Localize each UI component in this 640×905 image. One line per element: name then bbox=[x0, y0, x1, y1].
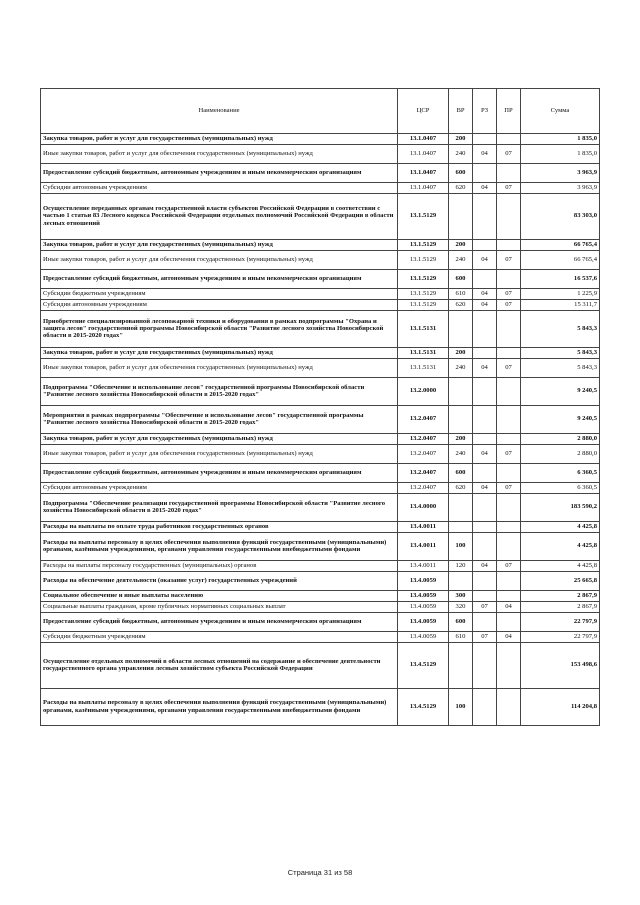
cell-sum: 9 240,5 bbox=[521, 377, 600, 405]
cell-name: Подпрограмма "Обеспечение и использование лесов" государственной программы Новосибирской области "Развитие лесного хозяйства Новосибирской области в 2015-2020 годах" bbox=[41, 377, 398, 405]
cell-sum: 1 835,0 bbox=[521, 133, 600, 144]
table-row bbox=[41, 532, 600, 560]
table-row bbox=[41, 560, 600, 571]
cell-pr bbox=[497, 193, 521, 239]
cell-pr: 07 bbox=[497, 444, 521, 463]
cell-vr: 620 bbox=[449, 482, 473, 493]
cell-pr bbox=[497, 463, 521, 482]
cell-vr: 240 bbox=[449, 444, 473, 463]
cell-rz bbox=[473, 571, 497, 590]
table-row bbox=[41, 133, 600, 144]
cell-csr: 13.1.5131 bbox=[398, 358, 449, 377]
cell-name: Расходы на обеспечение деятельности (оказание услуг) государственных учреждений bbox=[41, 571, 398, 590]
cell-sum: 66 765,4 bbox=[521, 239, 600, 250]
cell-sum: 15 311,7 bbox=[521, 299, 600, 310]
cell-pr: 07 bbox=[497, 560, 521, 571]
cell-name: Социальные выплаты гражданам, кроме публичных нормативных социальных выплат bbox=[41, 601, 398, 612]
cell-name: Расходы на выплаты персоналу в целях обеспечения выполнения функций государственными (муниципальными) органами, казёнными учреждениями, органами управления государственными внебюджетными фондами bbox=[41, 532, 398, 560]
cell-sum: 4 425,8 bbox=[521, 521, 600, 532]
table-row bbox=[41, 193, 600, 239]
header-pr: ПР bbox=[497, 89, 521, 134]
cell-sum: 2 867,9 bbox=[521, 590, 600, 601]
header-name: Наименование bbox=[41, 89, 398, 134]
cell-pr bbox=[497, 347, 521, 358]
cell-rz bbox=[473, 133, 497, 144]
cell-vr bbox=[449, 405, 473, 433]
cell-pr: 04 bbox=[497, 601, 521, 612]
table-row bbox=[41, 269, 600, 288]
page-number: Страница 31 из 58 bbox=[287, 868, 353, 877]
cell-vr: 240 bbox=[449, 358, 473, 377]
cell-pr: 07 bbox=[497, 482, 521, 493]
cell-sum: 1 835,0 bbox=[521, 144, 600, 163]
cell-sum: 22 797,9 bbox=[521, 612, 600, 631]
cell-rz bbox=[473, 463, 497, 482]
table-row bbox=[41, 163, 600, 182]
cell-vr: 240 bbox=[449, 250, 473, 269]
table-row bbox=[41, 612, 600, 631]
cell-vr bbox=[449, 310, 473, 347]
cell-pr bbox=[497, 688, 521, 725]
cell-rz: 04 bbox=[473, 358, 497, 377]
cell-name: Субсидии бюджетным учреждениям bbox=[41, 631, 398, 642]
cell-vr: 300 bbox=[449, 590, 473, 601]
cell-name: Иные закупки товаров, работ и услуг для обеспечения государственных (муниципальных) нужд bbox=[41, 144, 398, 163]
table-body bbox=[41, 133, 600, 725]
cell-csr: 13.4.5129 bbox=[398, 642, 449, 688]
table-row bbox=[41, 688, 600, 725]
cell-rz bbox=[473, 688, 497, 725]
cell-csr: 13.2.0407 bbox=[398, 463, 449, 482]
cell-rz: 04 bbox=[473, 560, 497, 571]
cell-csr: 13.1.5129 bbox=[398, 250, 449, 269]
table-row bbox=[41, 601, 600, 612]
cell-csr: 13.4.0011 bbox=[398, 560, 449, 571]
header-vr: ВР bbox=[449, 89, 473, 134]
cell-sum: 2 867,9 bbox=[521, 601, 600, 612]
cell-vr bbox=[449, 521, 473, 532]
table-row bbox=[41, 405, 600, 433]
cell-vr bbox=[449, 642, 473, 688]
cell-vr: 620 bbox=[449, 182, 473, 193]
cell-vr: 600 bbox=[449, 163, 473, 182]
cell-name: Предоставление субсидий бюджетным, автономным учреждениям и иным некоммерческим организациям bbox=[41, 163, 398, 182]
cell-csr: 13.1.0407 bbox=[398, 144, 449, 163]
cell-rz: 04 bbox=[473, 482, 497, 493]
cell-name: Закупка товаров, работ и услуг для государственных (муниципальных) нужд bbox=[41, 347, 398, 358]
cell-rz: 07 bbox=[473, 601, 497, 612]
cell-vr: 320 bbox=[449, 601, 473, 612]
cell-sum: 6 360,5 bbox=[521, 482, 600, 493]
cell-pr bbox=[497, 612, 521, 631]
cell-csr: 13.1.5129 bbox=[398, 239, 449, 250]
cell-csr: 13.1.5129 bbox=[398, 288, 449, 299]
cell-vr: 100 bbox=[449, 688, 473, 725]
cell-pr bbox=[497, 163, 521, 182]
table-row bbox=[41, 493, 600, 521]
cell-sum: 3 963,9 bbox=[521, 163, 600, 182]
header-csr: ЦСР bbox=[398, 89, 449, 134]
cell-csr: 13.4.0059 bbox=[398, 590, 449, 601]
cell-pr: 07 bbox=[497, 250, 521, 269]
header-rz: РЗ bbox=[473, 89, 497, 134]
cell-sum: 2 880,0 bbox=[521, 444, 600, 463]
cell-pr bbox=[497, 493, 521, 521]
cell-csr: 13.2.0000 bbox=[398, 377, 449, 405]
cell-sum: 6 360,5 bbox=[521, 463, 600, 482]
cell-vr: 200 bbox=[449, 347, 473, 358]
table-row bbox=[41, 482, 600, 493]
cell-name: Субсидии бюджетным учреждениям bbox=[41, 288, 398, 299]
cell-name: Предоставление субсидий бюджетным, автономным учреждениям и иным некоммерческим организациям bbox=[41, 269, 398, 288]
table-row bbox=[41, 377, 600, 405]
cell-pr: 07 bbox=[497, 144, 521, 163]
cell-rz bbox=[473, 642, 497, 688]
cell-vr: 120 bbox=[449, 560, 473, 571]
cell-csr: 13.4.0011 bbox=[398, 521, 449, 532]
cell-rz: 04 bbox=[473, 182, 497, 193]
cell-sum: 9 240,5 bbox=[521, 405, 600, 433]
cell-csr: 13.4.5129 bbox=[398, 688, 449, 725]
table-row bbox=[41, 642, 600, 688]
header-sum: Сумма bbox=[521, 89, 600, 134]
cell-rz bbox=[473, 493, 497, 521]
cell-rz bbox=[473, 532, 497, 560]
cell-name: Расходы на выплаты персоналу государственных (муниципальных) органов bbox=[41, 560, 398, 571]
cell-csr: 13.2.0407 bbox=[398, 405, 449, 433]
cell-csr: 13.4.0059 bbox=[398, 571, 449, 590]
table-row bbox=[41, 347, 600, 358]
cell-csr: 13.1.0407 bbox=[398, 182, 449, 193]
cell-vr bbox=[449, 493, 473, 521]
cell-rz bbox=[473, 310, 497, 347]
cell-sum: 22 797,9 bbox=[521, 631, 600, 642]
table-row bbox=[41, 444, 600, 463]
cell-vr bbox=[449, 193, 473, 239]
cell-rz: 04 bbox=[473, 444, 497, 463]
cell-vr: 610 bbox=[449, 631, 473, 642]
cell-pr bbox=[497, 571, 521, 590]
cell-pr bbox=[497, 269, 521, 288]
cell-csr: 13.1.0407 bbox=[398, 133, 449, 144]
table-row bbox=[41, 463, 600, 482]
cell-rz bbox=[473, 377, 497, 405]
cell-vr: 100 bbox=[449, 532, 473, 560]
cell-csr: 13.2.0407 bbox=[398, 433, 449, 444]
table-row bbox=[41, 144, 600, 163]
cell-pr bbox=[497, 377, 521, 405]
cell-name: Приобретение специализированной лесопожарной техники и оборудования в рамках подпрограммы "Охрана и защита лесов" государственной программы Новосибирской области "Развитие лесного хозяйства Новосибирской области в 2015-2020 годах" bbox=[41, 310, 398, 347]
cell-vr: 200 bbox=[449, 433, 473, 444]
cell-name: Мероприятия в рамках подпрограммы "Обеспечение и использование лесов" государственной программы "Развитие лесного хозяйства Новосибирской области в 2015-2020 годах" bbox=[41, 405, 398, 433]
cell-pr bbox=[497, 310, 521, 347]
cell-csr: 13.1.0407 bbox=[398, 163, 449, 182]
cell-sum: 153 498,6 bbox=[521, 642, 600, 688]
cell-rz bbox=[473, 347, 497, 358]
cell-csr: 13.2.0407 bbox=[398, 444, 449, 463]
cell-csr: 13.4.0059 bbox=[398, 612, 449, 631]
cell-vr: 600 bbox=[449, 269, 473, 288]
cell-csr: 13.4.0059 bbox=[398, 631, 449, 642]
cell-csr: 13.1.5131 bbox=[398, 310, 449, 347]
table-row bbox=[41, 631, 600, 642]
cell-csr: 13.2.0407 bbox=[398, 482, 449, 493]
cell-csr: 13.4.0011 bbox=[398, 532, 449, 560]
cell-rz bbox=[473, 269, 497, 288]
cell-pr bbox=[497, 405, 521, 433]
cell-pr bbox=[497, 532, 521, 560]
cell-name: Предоставление субсидий бюджетным, автономным учреждениям и иным некоммерческим организациям bbox=[41, 612, 398, 631]
cell-vr bbox=[449, 571, 473, 590]
cell-rz bbox=[473, 612, 497, 631]
cell-rz: 04 bbox=[473, 299, 497, 310]
cell-sum: 5 843,3 bbox=[521, 358, 600, 377]
cell-vr: 600 bbox=[449, 463, 473, 482]
cell-name: Иные закупки товаров, работ и услуг для обеспечения государственных (муниципальных) нужд bbox=[41, 250, 398, 269]
cell-name: Предоставление субсидий бюджетным, автономным учреждениям и иным некоммерческим организациям bbox=[41, 463, 398, 482]
cell-rz: 04 bbox=[473, 144, 497, 163]
cell-sum: 1 225,9 bbox=[521, 288, 600, 299]
cell-sum: 66 765,4 bbox=[521, 250, 600, 269]
cell-sum: 16 537,6 bbox=[521, 269, 600, 288]
table-row bbox=[41, 521, 600, 532]
cell-vr: 600 bbox=[449, 612, 473, 631]
cell-rz bbox=[473, 163, 497, 182]
cell-sum: 3 963,9 bbox=[521, 182, 600, 193]
table-row bbox=[41, 358, 600, 377]
table-row bbox=[41, 590, 600, 601]
table-row bbox=[41, 571, 600, 590]
cell-name: Закупка товаров, работ и услуг для государственных (муниципальных) нужд bbox=[41, 433, 398, 444]
cell-sum: 4 425,8 bbox=[521, 560, 600, 571]
cell-pr bbox=[497, 433, 521, 444]
cell-name: Социальное обеспечение и иные выплаты населению bbox=[41, 590, 398, 601]
cell-name: Иные закупки товаров, работ и услуг для обеспечения государственных (муниципальных) нужд bbox=[41, 358, 398, 377]
cell-pr: 07 bbox=[497, 288, 521, 299]
cell-csr: 13.1.5129 bbox=[398, 299, 449, 310]
cell-pr: 07 bbox=[497, 358, 521, 377]
cell-rz bbox=[473, 433, 497, 444]
table-row bbox=[41, 433, 600, 444]
cell-name: Расходы на выплаты по оплате труда работников государственных органов bbox=[41, 521, 398, 532]
cell-name: Субсидии автономным учреждениям bbox=[41, 182, 398, 193]
cell-vr: 610 bbox=[449, 288, 473, 299]
cell-vr: 200 bbox=[449, 133, 473, 144]
cell-sum: 114 204,8 bbox=[521, 688, 600, 725]
cell-rz bbox=[473, 590, 497, 601]
cell-rz bbox=[473, 193, 497, 239]
cell-sum: 183 590,2 bbox=[521, 493, 600, 521]
table-row bbox=[41, 182, 600, 193]
cell-name: Подпрограмма "Обеспечение реализации государственной программы Новосибирской области "Развитие лесного хозяйства Новосибирской области в 2015-2020 годах" bbox=[41, 493, 398, 521]
cell-sum: 2 880,0 bbox=[521, 433, 600, 444]
cell-rz bbox=[473, 405, 497, 433]
table-row bbox=[41, 299, 600, 310]
cell-sum: 5 843,3 bbox=[521, 347, 600, 358]
cell-vr bbox=[449, 377, 473, 405]
table-row bbox=[41, 250, 600, 269]
cell-pr bbox=[497, 642, 521, 688]
cell-pr bbox=[497, 521, 521, 532]
cell-name: Закупка товаров, работ и услуг для государственных (муниципальных) нужд bbox=[41, 133, 398, 144]
cell-rz: 04 bbox=[473, 288, 497, 299]
cell-sum: 25 665,8 bbox=[521, 571, 600, 590]
cell-csr: 13.1.5129 bbox=[398, 269, 449, 288]
cell-csr: 13.4.0059 bbox=[398, 601, 449, 612]
cell-pr: 04 bbox=[497, 631, 521, 642]
table-row bbox=[41, 310, 600, 347]
cell-sum: 83 303,0 bbox=[521, 193, 600, 239]
cell-csr: 13.4.0000 bbox=[398, 493, 449, 521]
cell-pr bbox=[497, 239, 521, 250]
cell-csr: 13.1.5131 bbox=[398, 347, 449, 358]
cell-csr: 13.1.5129 bbox=[398, 193, 449, 239]
cell-rz: 07 bbox=[473, 631, 497, 642]
table-row bbox=[41, 239, 600, 250]
cell-rz bbox=[473, 521, 497, 532]
table-header-row bbox=[41, 89, 600, 134]
cell-vr: 620 bbox=[449, 299, 473, 310]
cell-pr: 07 bbox=[497, 299, 521, 310]
budget-table bbox=[40, 88, 600, 726]
cell-name: Закупка товаров, работ и услуг для государственных (муниципальных) нужд bbox=[41, 239, 398, 250]
cell-vr: 200 bbox=[449, 239, 473, 250]
table-row bbox=[41, 288, 600, 299]
cell-name: Иные закупки товаров, работ и услуг для обеспечения государственных (муниципальных) нужд bbox=[41, 444, 398, 463]
cell-name: Осуществление переданных органам государственной власти субъектов Российской Федерации в соответствии с частью 1 статьи 83 Лесного кодекса Российской Федерации отдельных полномочий Российской Федерации в области лесных отношений bbox=[41, 193, 398, 239]
cell-rz: 04 bbox=[473, 250, 497, 269]
cell-rz bbox=[473, 239, 497, 250]
cell-name: Осуществление отдельных полномочий в области лесных отношений на содержание и обеспечение деятельности государственного органа управления лесным хозяйством субъекта Российской Федерации bbox=[41, 642, 398, 688]
cell-sum: 5 843,3 bbox=[521, 310, 600, 347]
cell-pr: 07 bbox=[497, 182, 521, 193]
cell-vr: 240 bbox=[449, 144, 473, 163]
cell-name: Расходы на выплаты персоналу в целях обеспечения выполнения функций государственными (муниципальными) органами, казёнными учреждениями, органами управления государственными внебюджетными фондами bbox=[41, 688, 398, 725]
cell-name: Субсидии автономным учреждениям bbox=[41, 482, 398, 493]
cell-pr bbox=[497, 590, 521, 601]
cell-name: Субсидии автономным учреждениям bbox=[41, 299, 398, 310]
cell-sum: 4 425,8 bbox=[521, 532, 600, 560]
cell-pr bbox=[497, 133, 521, 144]
